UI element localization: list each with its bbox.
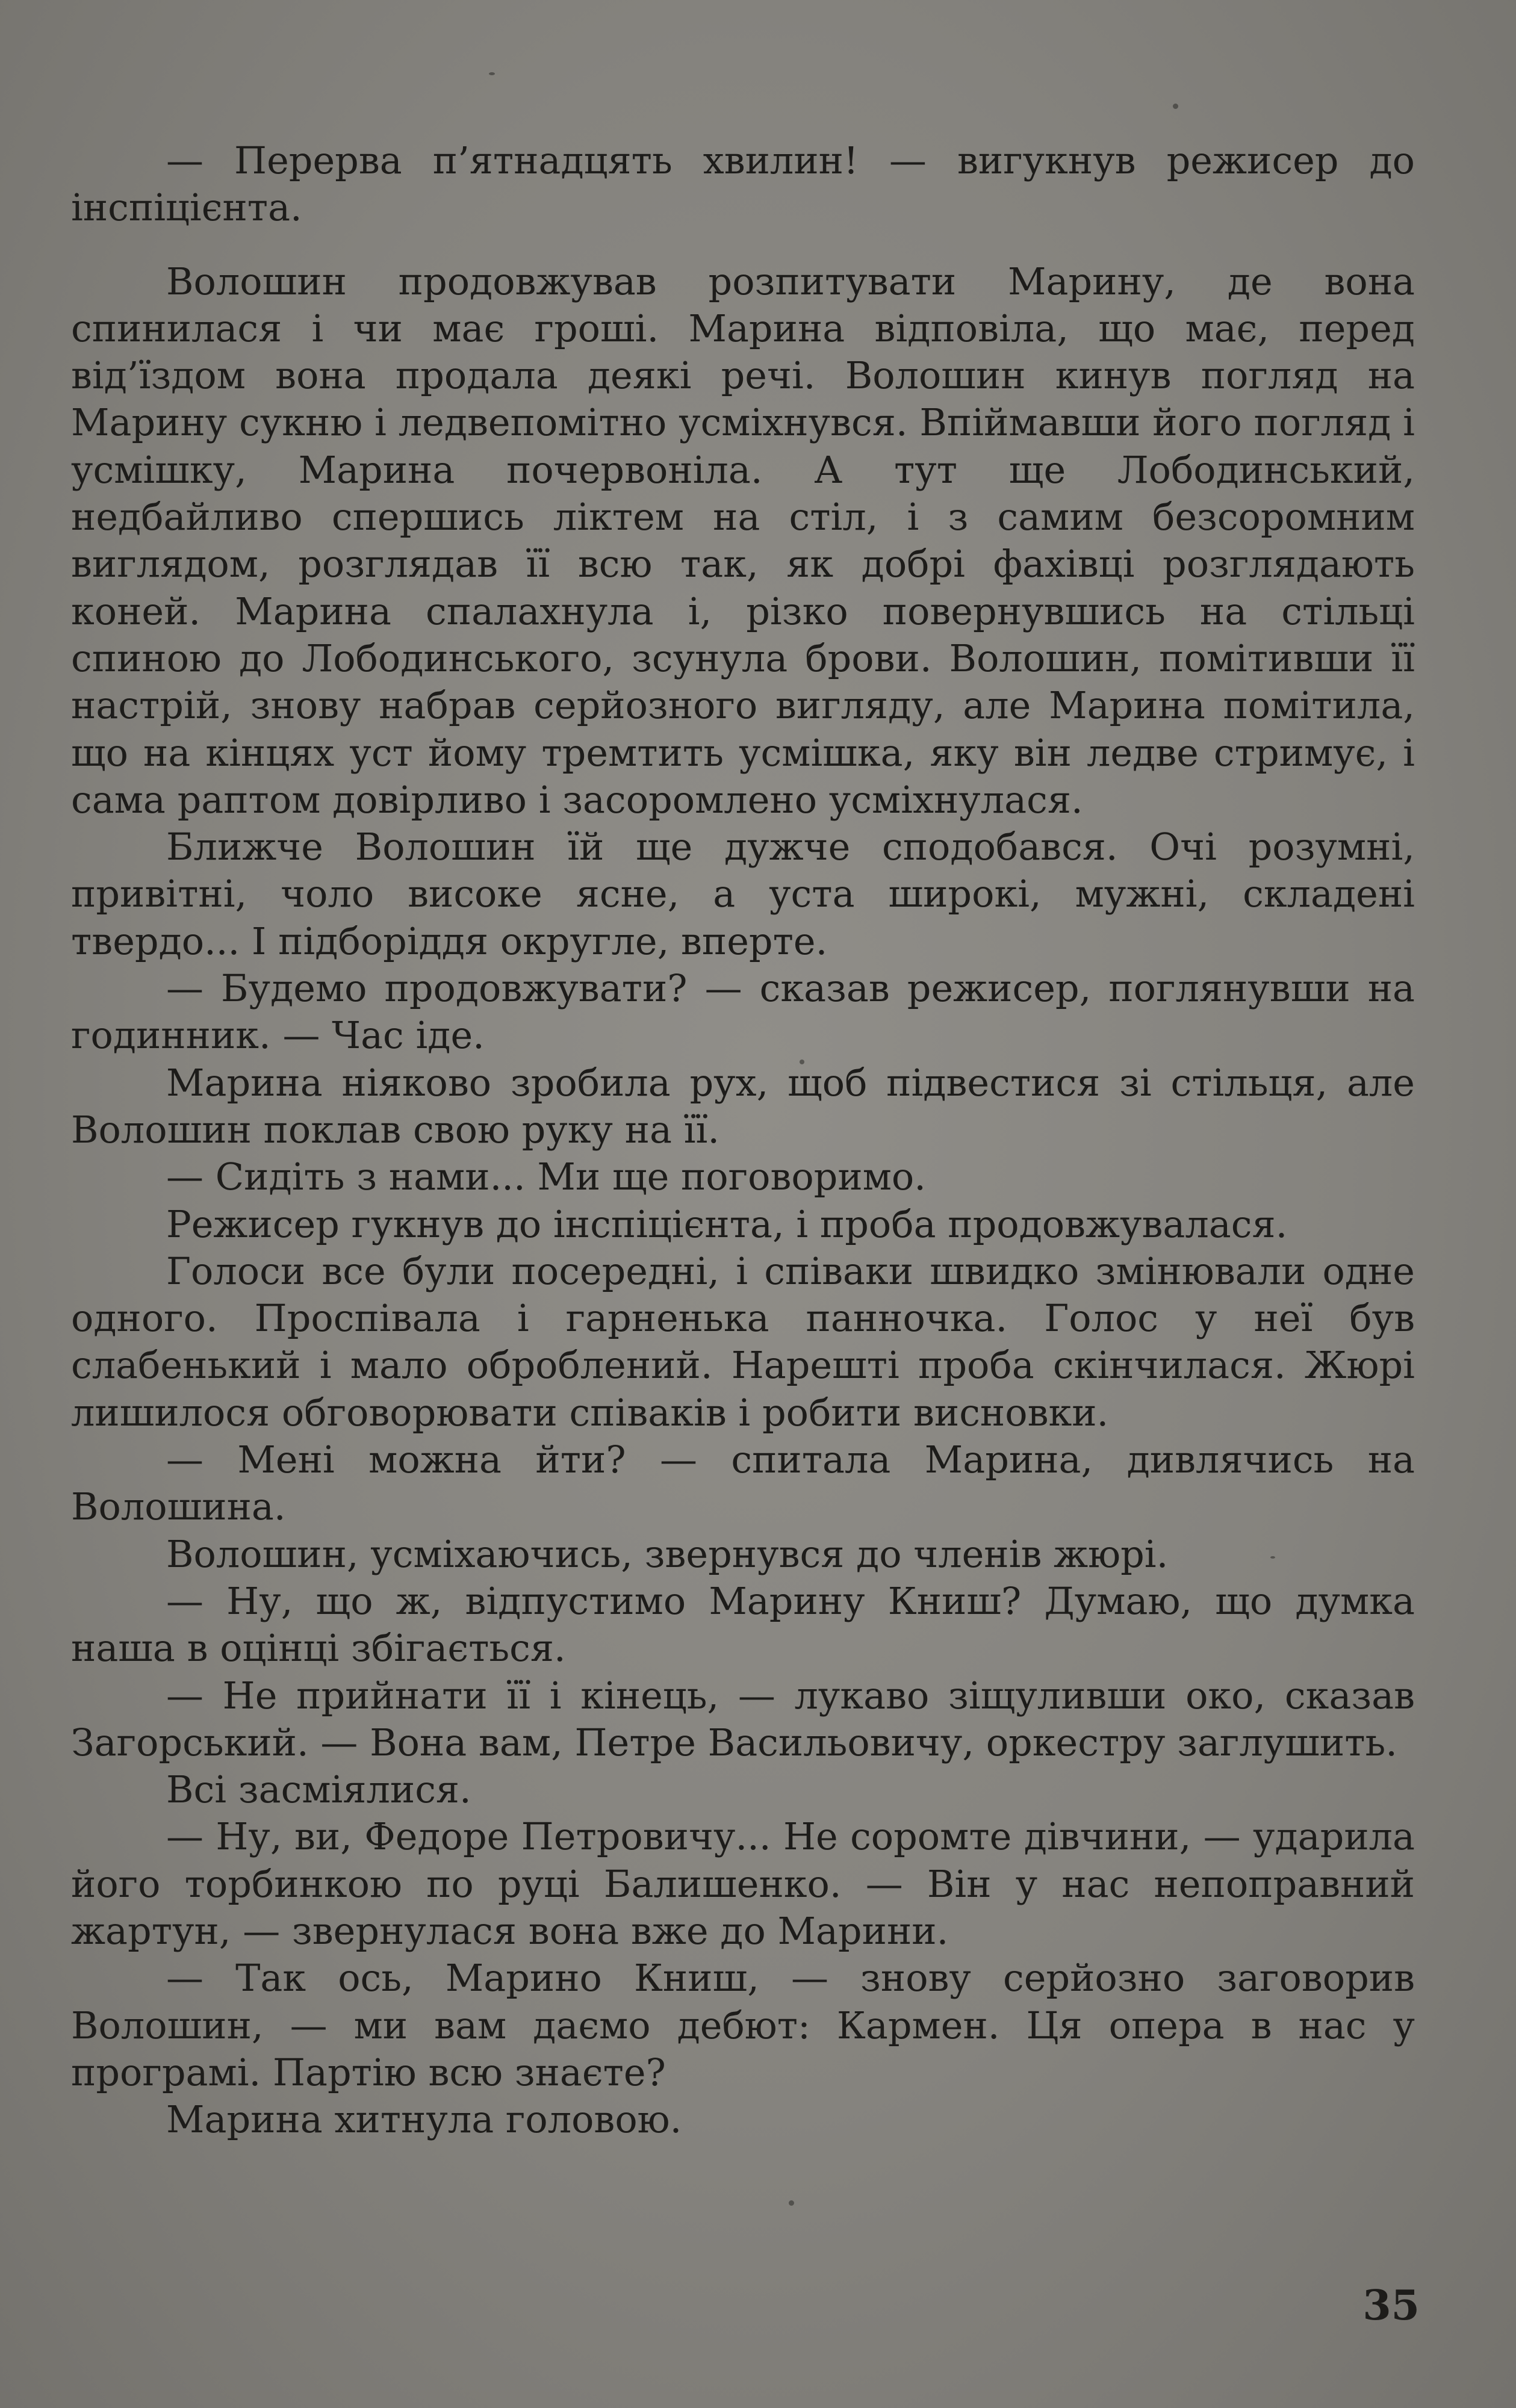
paragraph-5: Марина ніяково зробила рух, щоб підвестися зі стільця, але Волошин поклав свою руку на її. (71, 1060, 1415, 1152)
paragraph-13: Всі засміялися. (166, 1767, 471, 1812)
paper-speck (789, 2200, 794, 2206)
body-text (71, 137, 1415, 2143)
paper-speck (1173, 104, 1178, 109)
paragraph-4: — Будемо продовжувати? — сказав режисер, поглянувши на годинник. — Час іде. (71, 966, 1415, 1058)
paragraph-11: — Ну, що ж, відпустимо Марину Книш? Думаю, що думка наша в оцінці збігається. (71, 1578, 1415, 1671)
paper-speck (489, 72, 495, 75)
paragraph-16: Марина хитнула головою. (166, 2097, 682, 2142)
paragraph-1: — Перерва п’ятнадцять хвилин! — вигукнув режисер до інспіцієнта. (71, 138, 1415, 230)
paragraph-6: — Сидіть з нами... Ми ще поговоримо. (166, 1155, 926, 1199)
paragraph-2: Волошин продовжував розпитувати Марину, де вона спинилася і чи має гроші. Марина відповіла, що має, перед від’їздом вона продала деякі речі. Волошин кинув погляд на Марину сукню і ледвепомітно усміхнувся. Впіймавши його погляд і усмішку, Марина почервоніла. А тут ще Лободинський, недбайливо спершись ліктем на стіл, і з самим безсоромним виглядом, розглядав її всю так, як добрі фахівці розглядають коней. Марина спалахнула і, різко повернувшись на стільці спиною до Лободинського, зсунула брови. Волошин, помітивши її настрій, знову набрав серйозного вигляду, але Марина помітила, що на кінцях уст йому тремтить усмішка, яку він ледве стримує, і сама раптом довірливо і засоромлено усміхнулася. (71, 259, 1415, 822)
page-number: 35 (1362, 2282, 1420, 2330)
paragraph-7: Режисер гукнув до інспіцієнта, і проба продовжувалася. (166, 1202, 1288, 1246)
paragraph-15: — Так ось, Марино Книш, — знову серйозно заговорив Волошин, — ми вам даємо дебют: Кармен. Ця опера в нас у програмі. Партію всю знаєте? (71, 1956, 1415, 2094)
paragraph-12: — Не прийнати її і кінець, — лукаво зіщуливши око, сказав Загорський. — Вона вам, Петре Васильовичу, оркестру заглушить. (71, 1673, 1415, 1764)
paragraph-14: — Ну, ви, Федоре Петровичу... Не соромте дівчини, — ударила його торбинкою по руці Балишенко. — Він у нас непоправний жартун, — звернулася вона вже до Марини. (71, 1814, 1415, 1953)
paragraph-3: Ближче Волошин їй ще дужче сподобався. Очі розумні, привітні, чоло високе ясне, а уста широкі, мужні, складені твердо... І підборіддя округле, вперте. (71, 825, 1415, 963)
paragraph-9: — Мені можна йти? — спитала Марина, дивлячись на Волошина. (71, 1438, 1415, 1529)
paragraph-10: Волошин, усміхаючись, звернувся до членів жюрі. (166, 1531, 1169, 1576)
paragraph-8: Голоси все були посередні, і співаки швидко змінювали одне одного. Проспівала і гарненька панночка. Голос у неї був слабенький і мало оброблений. Нарешті проба скінчилася. Жюрі лишилося обговорювати співаків і робити висновки. (71, 1249, 1415, 1435)
